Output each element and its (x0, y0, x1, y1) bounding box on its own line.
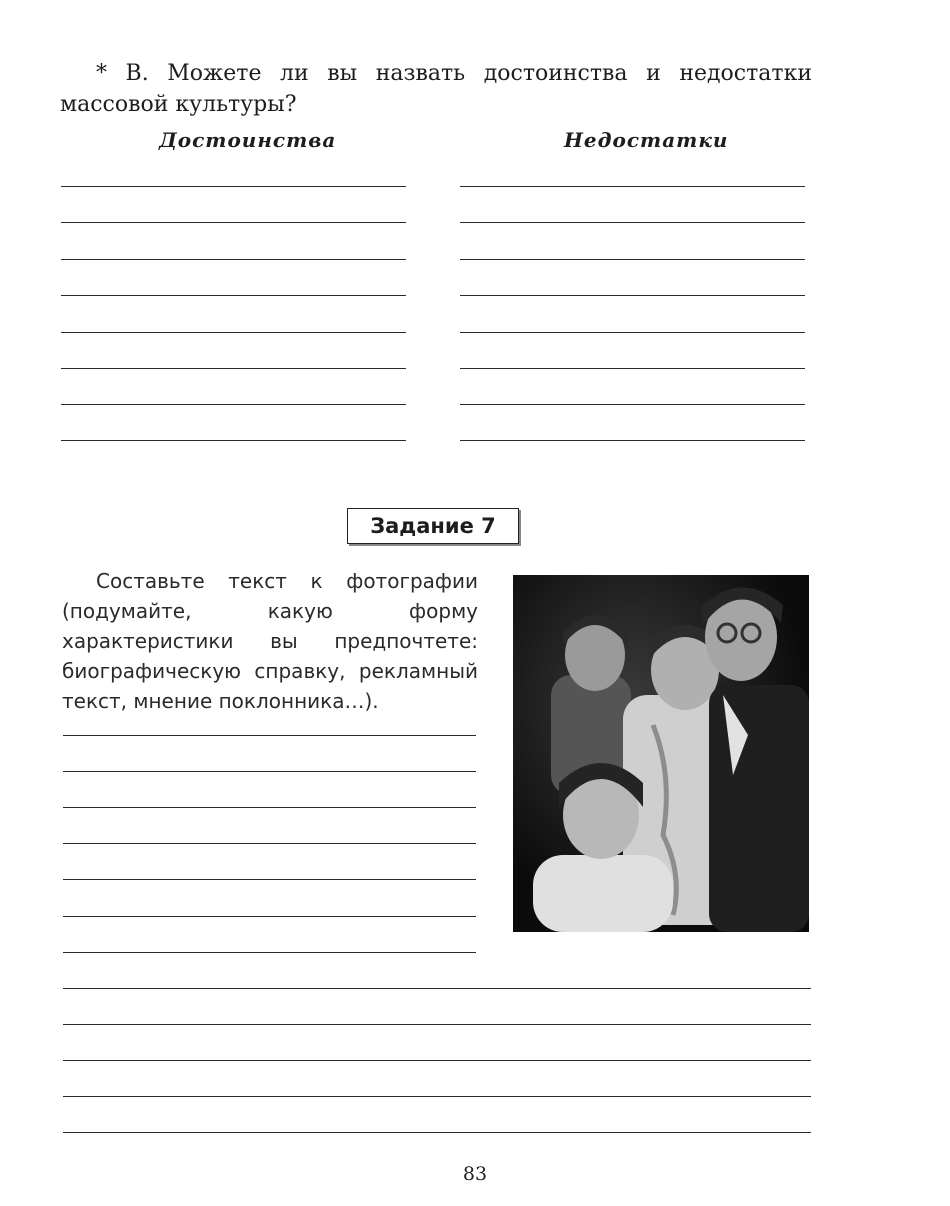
answer-line[interactable] (61, 295, 406, 296)
answer-line[interactable] (61, 259, 406, 260)
answer-line[interactable] (460, 404, 805, 405)
task-title-box (347, 508, 519, 544)
answer-line[interactable] (460, 259, 805, 260)
answer-line[interactable] (63, 735, 476, 736)
answer-line[interactable] (460, 440, 805, 441)
answer-line[interactable] (61, 440, 406, 441)
answer-line[interactable] (61, 332, 406, 333)
task-title: Задание 7 (370, 514, 496, 538)
answer-line[interactable] (63, 807, 476, 808)
answer-line[interactable] (61, 368, 406, 369)
answer-line[interactable] (63, 1024, 811, 1025)
answer-line[interactable] (61, 404, 406, 405)
answer-line[interactable] (63, 843, 476, 844)
page-number: 83 (462, 1163, 488, 1185)
answer-line[interactable] (61, 222, 406, 223)
answer-line[interactable] (63, 1060, 811, 1061)
answer-line[interactable] (460, 186, 805, 187)
answer-line[interactable] (63, 916, 476, 917)
answer-line[interactable] (63, 879, 476, 880)
answer-line[interactable] (63, 988, 811, 989)
band-photo-image (513, 575, 809, 932)
answer-line[interactable] (460, 295, 805, 296)
answer-line[interactable] (460, 368, 805, 369)
answer-line[interactable] (460, 222, 805, 223)
advantages-heading: Достоинства (159, 128, 337, 152)
answer-line[interactable] (61, 186, 406, 187)
disadvantages-heading: Недостатки (564, 128, 729, 152)
answer-line[interactable] (63, 1096, 811, 1097)
answer-line[interactable] (460, 332, 805, 333)
band-photo (513, 575, 809, 932)
answer-line[interactable] (63, 771, 476, 772)
task-instructions: Составьте текст к фотографии (подумайте, какую форму характеристики вы предпочтете: биографическую справку, рекламный текст, мнение поклонника…). (62, 569, 478, 713)
answer-line[interactable] (63, 1132, 811, 1133)
answer-line[interactable] (63, 952, 476, 953)
question-text: * В. Можете ли вы назвать достоинства и недостатки массовой культуры? (60, 61, 812, 117)
